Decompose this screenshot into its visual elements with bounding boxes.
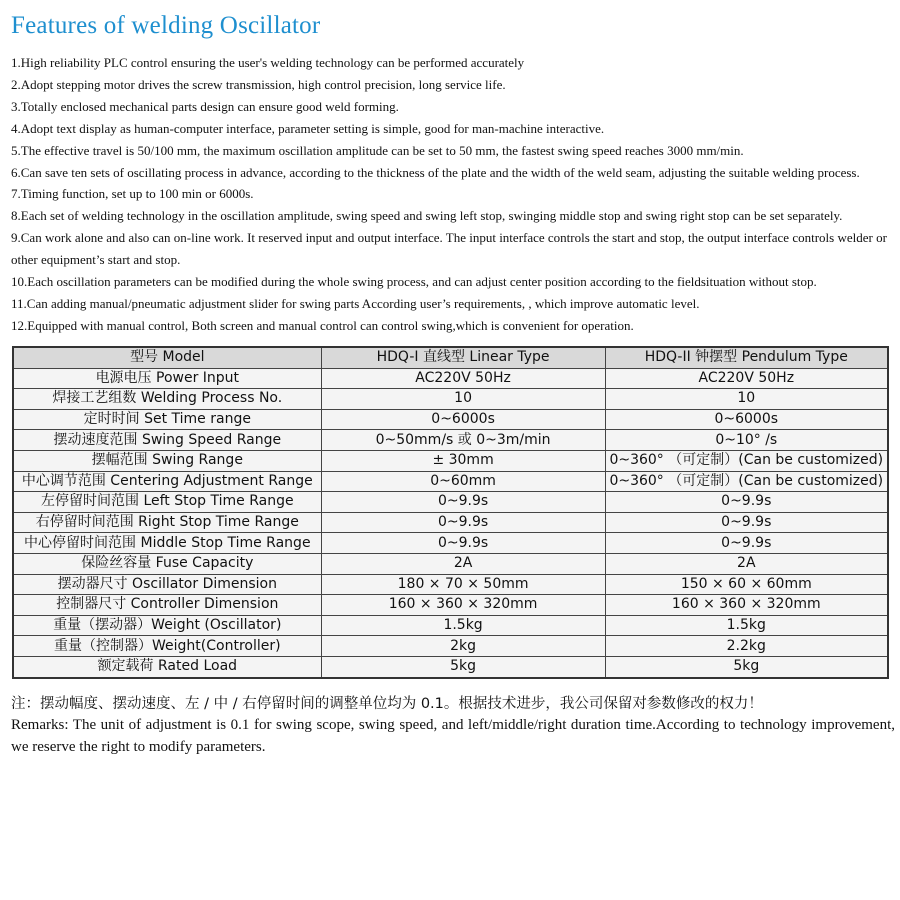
linear-value: 0~9.9s [321, 492, 605, 513]
linear-value: 180 × 70 × 50mm [321, 574, 605, 595]
pendulum-value: 0~360° （可定制）(Can be customized) [605, 471, 888, 492]
feature-item: 2.Adopt stepping motor drives the screw transmission, high control precision, long service life. [11, 76, 506, 92]
pendulum-value: 5kg [605, 656, 888, 677]
column-header-pendulum: HDQ-II 钟摆型 Pendulum Type [605, 347, 888, 368]
row-label: 定时时间 Set Time range [13, 409, 321, 430]
feature-item: 10.Each oscillation parameters can be modified during the whole swing process, and can adjust center position according to the fieldsituation without stop. [11, 274, 817, 290]
row-label: 电源电压 Power Input [13, 368, 321, 389]
feature-item: 11.Can adding manual/pneumatic adjustment slider for swing parts According user’s requirements, , which improve automatic level. [11, 295, 700, 311]
table-row [13, 450, 888, 471]
feature-item: 12.Equipped with manual control, Both screen and manual control can control swing,which is convenient for operation. [11, 317, 634, 333]
table-row [13, 636, 888, 657]
row-label: 右停留时间范围 Right Stop Time Range [13, 512, 321, 533]
feature-item: 8.Each set of welding technology in the oscillation amplitude, swing speed and swing left stop, swinging middle stop and swing right stop can be set separately. [11, 208, 843, 224]
table-row [13, 492, 888, 513]
linear-value: 1.5kg [321, 615, 605, 636]
pendulum-value: 1.5kg [605, 615, 888, 636]
features-list [11, 52, 895, 337]
feature-item: 3.Totally enclosed mechanical parts design can ensure good weld forming. [11, 98, 399, 114]
feature-item: 5.The effective travel is 50/100 mm, the maximum oscillation amplitude can be set to 50 mm, the fastest swing speed reaches 3000 mm/min. [11, 142, 744, 158]
table-row [13, 471, 888, 492]
pendulum-value: 0~9.9s [605, 492, 888, 513]
feature-item: 6.Can save ten sets of oscillating process in advance, according to the thickness of the plate and the width of the weld seam, adjusting the suitable welding process. [11, 164, 860, 180]
pendulum-value: 0~9.9s [605, 533, 888, 554]
row-label: 焊接工艺组数 Welding Process No. [13, 389, 321, 410]
table-row [13, 553, 888, 574]
pendulum-value: 2A [605, 553, 888, 574]
feature-item: 7.Timing function, set up to 100 min or 6000s. [11, 186, 254, 202]
linear-value: 0~6000s [321, 409, 605, 430]
remarks-english: Remarks: The unit of adjustment is 0.1 for swing scope, swing speed, and left/middle/right duration time.According to technology improvement, we reserve the right to modify parameters. [11, 717, 895, 755]
column-header-linear: HDQ-I 直线型 Linear Type [321, 347, 605, 368]
pendulum-value: 0~360° （可定制）(Can be customized) [605, 450, 888, 471]
table-header-row [13, 347, 888, 368]
linear-value: 0~50mm/s 或 0~3m/min [321, 430, 605, 451]
row-label: 重量（控制器）Weight(Controller) [13, 636, 321, 657]
page-title: Features of welding Oscillator [11, 12, 321, 39]
row-label: 额定载荷 Rated Load [13, 656, 321, 677]
linear-value: 2kg [321, 636, 605, 657]
row-label: 保险丝容量 Fuse Capacity [13, 553, 321, 574]
pendulum-value: 0~6000s [605, 409, 888, 430]
table-row [13, 430, 888, 451]
table-row [13, 656, 888, 677]
pendulum-value: 0~9.9s [605, 512, 888, 533]
pendulum-value: 10 [605, 389, 888, 410]
feature-item: 9.Can work alone and also can on-line work. It reserved input and output interface. The input interface controls the start and stop, the output interface controls welder or other equipment’s start and stop. [11, 230, 887, 268]
table-row [13, 533, 888, 554]
pendulum-value: 2.2kg [605, 636, 888, 657]
row-label: 中心调节范围 Centering Adjustment Range [13, 471, 321, 492]
linear-value: ± 30mm [321, 450, 605, 471]
pendulum-value: 0~10° /s [605, 430, 888, 451]
table-row [13, 368, 888, 389]
table-row [13, 409, 888, 430]
linear-value: 0~9.9s [321, 533, 605, 554]
feature-item: 1.High reliability PLC control ensuring the user's welding technology can be performed accurately [11, 55, 525, 70]
row-label: 中心停留时间范围 Middle Stop Time Range [13, 533, 321, 554]
row-label: 摆动速度范围 Swing Speed Range [13, 430, 321, 451]
remarks-chinese: 注：摆动幅度、摆动速度、左 / 中 / 右停留时间的调整单位均为 0.1。根据技术进步，我公司保留对参数修改的权力！ [11, 696, 763, 712]
table-row [13, 512, 888, 533]
table-row [13, 595, 888, 616]
pendulum-value: AC220V 50Hz [605, 368, 888, 389]
row-label: 控制器尺寸 Controller Dimension [13, 595, 321, 616]
linear-value: 0~60mm [321, 471, 605, 492]
row-label: 摆动器尺寸 Oscillator Dimension [13, 574, 321, 595]
feature-item: 4.Adopt text display as human-computer interface, parameter setting is simple, good for man-machine interactive. [11, 120, 605, 136]
table-row [13, 389, 888, 410]
linear-value: 0~9.9s [321, 512, 605, 533]
linear-value: 10 [321, 389, 605, 410]
table-row [13, 615, 888, 636]
row-label: 左停留时间范围 Left Stop Time Range [13, 492, 321, 513]
table-row [13, 574, 888, 595]
linear-value: 160 × 360 × 320mm [321, 595, 605, 616]
linear-value: 2A [321, 553, 605, 574]
linear-value: 5kg [321, 656, 605, 677]
row-label: 摆幅范围 Swing Range [13, 450, 321, 471]
column-header-model: 型号 Model [13, 347, 321, 368]
pendulum-value: 150 × 60 × 60mm [605, 574, 888, 595]
spec-table [12, 346, 889, 679]
linear-value: AC220V 50Hz [321, 368, 605, 389]
pendulum-value: 160 × 360 × 320mm [605, 595, 888, 616]
row-label: 重量（摆动器）Weight (Oscillator) [13, 615, 321, 636]
